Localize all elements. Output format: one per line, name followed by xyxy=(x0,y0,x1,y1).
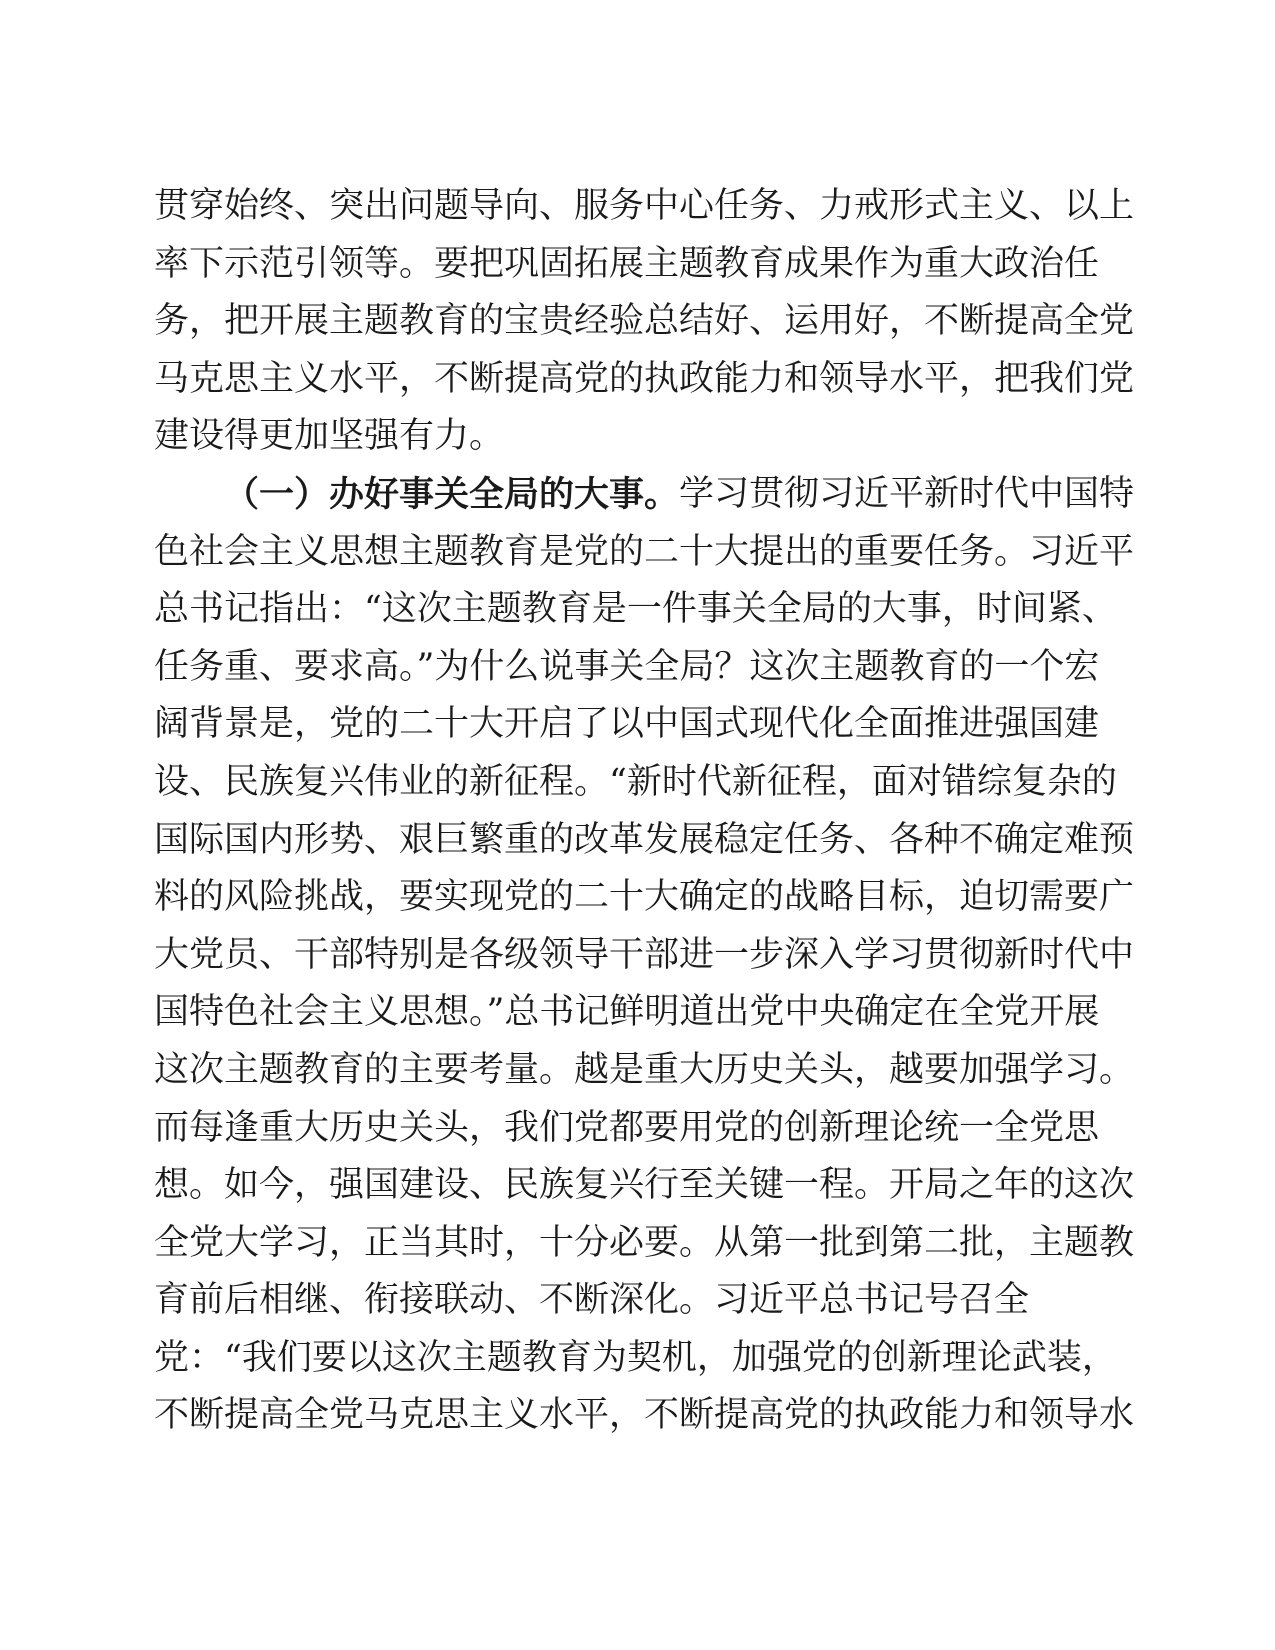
text-line: 国际国内形势、艰巨繁重的改革发展稳定任务、各种不确定难预 xyxy=(154,819,1135,860)
text-line: 而每逢重大历史关头，我们党都要用党的创新理论统一全党思 xyxy=(154,1107,1100,1148)
text-line: 马克思主义水平，不断提高党的执政能力和领导水平，把我们党 xyxy=(154,358,1135,399)
text-line: 设、民族复兴伟业的新征程。“新时代新征程，面对错综复杂的 xyxy=(154,761,1117,802)
text-line: 建设得更加坚强有力。 xyxy=(154,416,505,457)
text-line: 率下示范引领等。要把巩固拓展主题教育成果作为重大政治任 xyxy=(154,243,1100,284)
text-line: 育前后相继、衔接联动、不断深化。习近平总书记号召全 xyxy=(154,1280,1030,1321)
text-line: 不断提高全党马克思主义水平，不断提高党的执政能力和领导水 xyxy=(154,1395,1135,1436)
body-text xyxy=(154,178,1135,1445)
text-line: 党：“我们要以这次主题教育为契机，加强党的创新理论武装， xyxy=(154,1337,1117,1378)
text-line: 任务重、要求高。”为什么说事关全局？这次主题教育的一个宏 xyxy=(154,646,1100,687)
section-heading: （一）办好事关全局的大事。 xyxy=(224,473,680,515)
text-line: 总书记指出：“这次主题教育是一件事关全局的大事，时间紧、 xyxy=(154,589,1117,630)
text-line: 国特色社会主义思想。”总书记鲜明道出党中央确定在全党开展 xyxy=(154,992,1100,1033)
text-line-rest: 学习贯彻习近平新时代中国特 xyxy=(679,473,1135,514)
text-line: 这次主题教育的主要考量。越是重大历史关头，越要加强学习。 xyxy=(154,1049,1135,1090)
text-line: 想。如今，强国建设、民族复兴行至关键一程。开局之年的这次 xyxy=(154,1165,1135,1206)
text-line: 色社会主义思想主题教育是党的二十大提出的重要任务。习近平 xyxy=(154,531,1135,572)
text-line: 大党员、干部特别是各级领导干部进一步深入学习贯彻新时代中 xyxy=(154,934,1135,975)
section-first-line xyxy=(154,466,1135,524)
text-line: 贯穿始终、突出问题导向、服务中心任务、力戒形式主义、以上 xyxy=(154,186,1135,226)
text-line: 全党大学习，正当其时，十分必要。从第一批到第二批，主题教 xyxy=(154,1222,1135,1263)
text-line: 料的风险挑战，要实现党的二十大确定的战略目标，迫切需要广 xyxy=(154,877,1135,918)
text-line: 务，把开展主题教育的宝贵经验总结好、运用好，不断提高全党 xyxy=(154,301,1135,342)
text-line: 阔背景是，党的二十大开启了以中国式现代化全面推进强国建 xyxy=(154,704,1100,745)
